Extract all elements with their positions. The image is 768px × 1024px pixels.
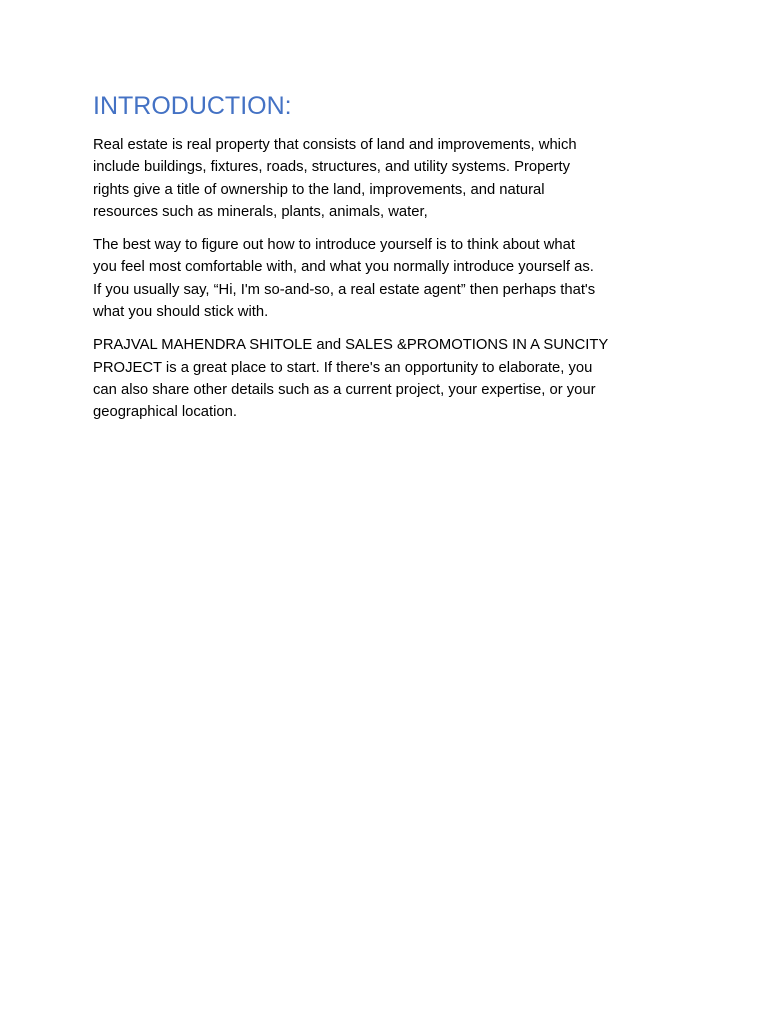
page-title: INTRODUCTION: (93, 92, 292, 120)
paragraph-real-estate-definition: Real estate is real property that consists of land and improvements, which include buildings, fixtures, roads, structures, and utility systems. Property rights give a title of ownership to the land, improvements, and natural resources such as minerals, plants, animals, water, (93, 137, 577, 220)
paragraph-introduce-yourself: The best way to figure out how to introduce yourself is to think about what you feel most comfortable with, and what you normally introduce yourself as. If you usually say, “Hi, I'm so-and-so, a real estate agent” then perhaps that's what you should stick with. (93, 237, 596, 321)
document-body (93, 88, 678, 435)
paragraph-project-intro: PRAJVAL MAHENDRA SHITOLE and SALES &PROMOTIONS IN A SUNCITY PROJECT is a great place to start. If there's an opportunity to elaborate, you can also share other details such as a current project, your expertise, or your geographical location. (93, 337, 609, 421)
